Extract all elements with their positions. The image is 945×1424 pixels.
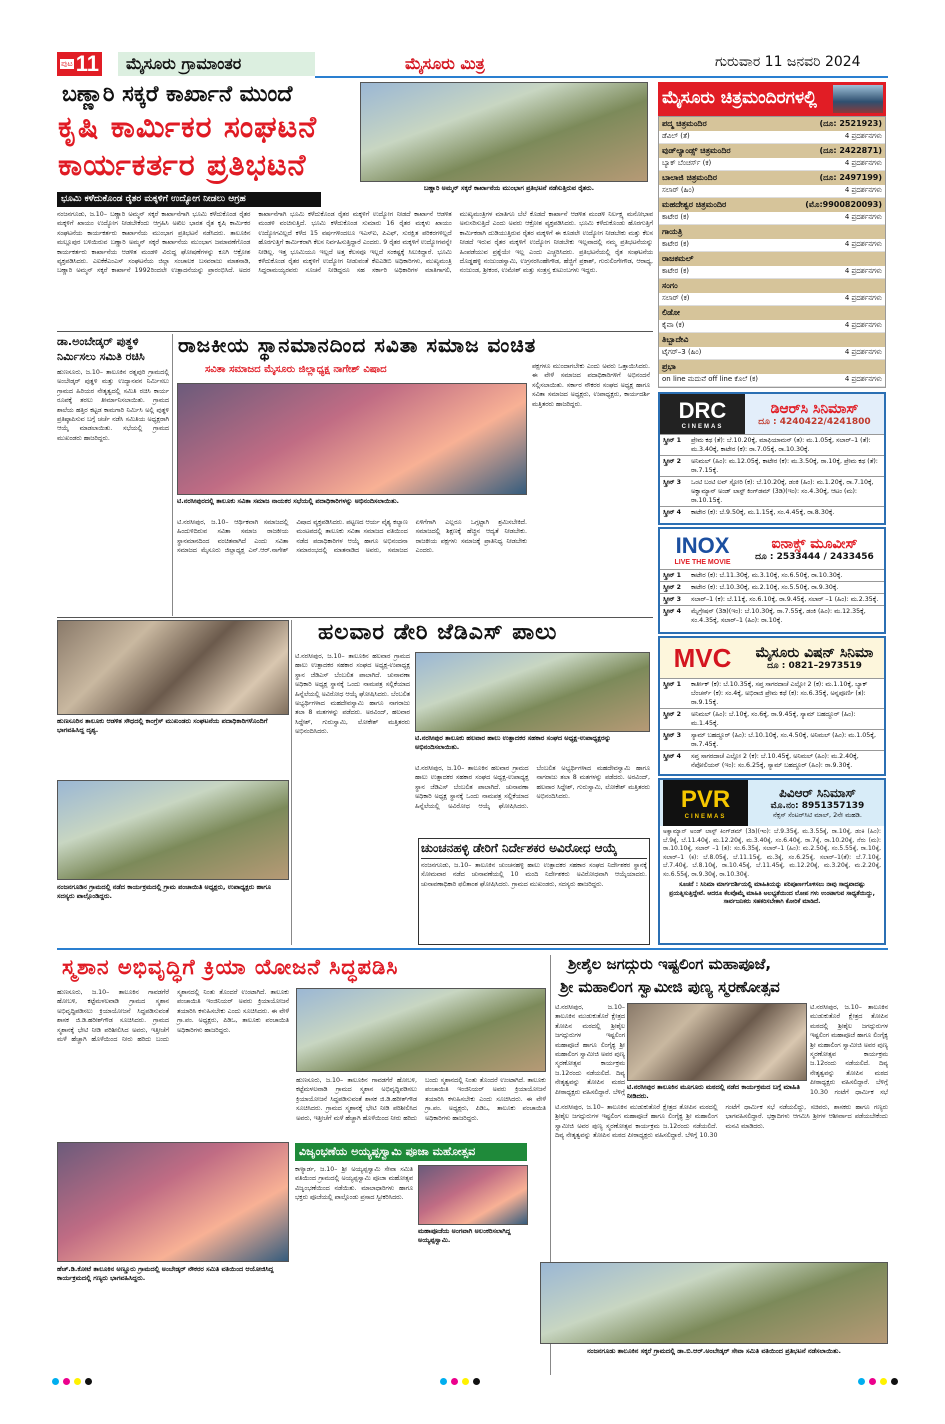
cinema-show-row xyxy=(659,266,885,280)
cyan-dot xyxy=(440,1378,447,1385)
story5-headline: ಚುಂಚನಹಳ್ಳಿ ಡೇರಿಗೆ ನಿರ್ದೇಶಕರ ಅವಿರೋಧ ಆಯ್ಕೆ xyxy=(421,841,647,859)
story2-headline: ಡಾ.ಅಂಬೇಡ್ಕರ್ ಪುತ್ಥಳಿ ನಿರ್ಮಿಸಲು ಸಮಿತಿ ರಚಿಸಿ xyxy=(57,335,145,363)
story6-body: ಹುಣಸೂರು, ಜ.10– ತಾಲೂಕಿನ ಗಾವಡಗೆರೆ ಹೋಬಳಿ, ಕಟ್ಟೆಮಳಲವಾಡಿ ಗ್ರಾಮದ ಸ್ಮಶಾನ ಅಭಿವೃದ್ಧಿಪಡಿಸಲು ಕ್ರಿಯಾಯೋಜನೆ ಸಿದ್ಧಪಡಿಸುವಂತೆ ಶಾಸಕ ಜಿ.ಡಿ.ಹರೀಶ್‌ಗೌಡ ಸೂಚಿಸಿದರು. ಗ್ರಾಮದ ಸ್ಮಶಾನಕ್ಕೆ ಭೇಟಿ ನೀಡಿ ಪರಿಶೀಲಿಸಿದ ಅವರು, ಇತ್ತೀಚೆಗೆ ಮಳೆ ಹೆಚ್ಚಾಗಿ ಹೊಳೆಯಿಂದ ನೀರು ಹರಿದು ಬಂದು ಸ್ಮಶಾನದಲ್ಲಿ ನಿಂತು ತೊಂದರೆ ಉಂಟಾಗಿದೆ. ತಾಲೂಕು ಪಂಚಾಯಿತಿ ಇಂಜಿನಿಯರ್ ಅವರು ಕ್ರಿಯಾಯೋಜನೆ ತಯಾರಿಸಿ ಕಳುಹಿಸಬೇಕು ಎಂದು ಸೂಚಿಸಿದರು. ಈ ವೇಳೆ ಗ್ರಾ.ಪಂ. ಅಧ್ಯಕ್ಷರು, ಪಿಡಿಒ, ತಾಲೂಕು ಪಂಚಾಯಿತಿ ಅಧಿಕಾರಿಗಳು ಹಾಜರಿದ್ದರು. xyxy=(57,989,289,1044)
cinema-name: ಲಿಡೋ xyxy=(662,307,680,317)
cinema-name: ಬಾಲಾಜಿ ಚಿತ್ರಮಂದಿರ xyxy=(662,172,717,182)
cinema-shows: 4 ಪ್ರದರ್ಶನಗಳು xyxy=(844,186,882,195)
story5-box xyxy=(418,838,650,945)
screen-label: ಸ್ಕ್ರೀನ್ 2 xyxy=(663,584,682,591)
cinema-movie: ಕಾಟೇರ (ಕ) xyxy=(662,267,690,276)
story4-body: ಟಿ.ನರಸೀಪುರ, ಜ.10– ತಾಲೂಕಿನ ಹಲವಾರ ಗ್ರಾಮದ ಹಾಲು ಉತ್ಪಾದಕರ ಸಹಕಾರ ಸಂಘದ ಅಧ್ಯಕ್ಷ-ಉಪಾಧ್ಯಕ್ಷ ಸ್ಥಾನ ಜೆಡಿಎಸ್ ಬೆಂಬಲಿತ ಪಾಲಾಗಿದೆ. ಚುನಾವಣಾ ಅಧಿಕಾರಿ ಅಧ್ಯಕ್ಷ ಸ್ಥಾನಕ್ಕೆ ಒಂದು ನಾಮಪತ್ರ ಸಲ್ಲಿಕೆಯಾದ ಹಿನ್ನೆಲೆಯಲ್ಲಿ ಅವಿರೋಧ ಆಯ್ಕೆ ಘೋಷಿಸಿದರು. ಬೆಂಬಲಿತ ಅಭ್ಯರ್ಥಿಗಳಾದ ಮಹದೇವಸ್ವಾಮಿ ಹಾಗೂ ನಾಗರಾಜು ತಲಾ 8 ಮತಗಳನ್ನು ಪಡೆದರು. ಅರವಿಂದ್, ಹಲವಾರ ಸಿದ್ದೇಶ್, ಗುರುಸ್ವಾಮಿ, ಲೋಕೇಶ್ ಮತ್ತಿತರರು ಅಭಿನಂದಿಸಿದರು. xyxy=(295,653,410,736)
screen-label: ಸ್ಕ್ರೀನ್ 4 xyxy=(663,753,682,760)
story4-headline: ಹಲವಾರ ಡೇರಿ ಜೆಡಿಎಸ್ ಪಾಲು xyxy=(318,620,558,645)
pvr-name: ಪಿವಿಆರ್ ಸಿನಿಮಾಸ್ xyxy=(779,786,856,800)
screen-showtimes: ಮೈಗ್ರೇಷನ್ (3ಡಿ)(ಇಂ): ಬೆ.10.30ಕ್ಕೆ, ರಾ.7.55ಕ್ಕೆ, ಡಂಕಿ (ಹಿಂ): ಮ.12.35ಕ್ಕೆ, ಸಂ.4.35ಕ್ಕೆ, ಸಲಾರ್–1 (ಹಿಂ): ರಾ.10ಕ್ಕೆ. xyxy=(691,608,866,624)
cinema-name-row xyxy=(659,117,885,131)
drc-name: ಡಿಆರ್‌ಸಿ ಸಿನಿಮಾಸ್ xyxy=(770,401,859,417)
cinema-name-row xyxy=(659,279,885,293)
cinema-name-row xyxy=(659,144,885,158)
story7-headline: ವಿಜೃಂಭಣೆಯ ಅಯ್ಯಪ್ಪಸ್ವಾಮಿ ಪೂಜಾ ಮಹೋತ್ಸವ xyxy=(295,1143,527,1161)
story3-subhead: ಸವಿತಾ ಸಮಾಜದ ಮೈಸೂರು ಜಿಲ್ಲಾಧ್ಯಕ್ಷ ನಾಗೇಶ್ ವಿಷಾದ xyxy=(205,364,387,375)
screen-showtimes: ಕಾಟೇರ (ಕ): ಬೆ.10.30ಕ್ಕೆ, ಮ.2.10ಕ್ಕೆ, ಸಂ.5.50ಕ್ಕೆ, ರಾ.9.30ಕ್ಕೆ. xyxy=(691,584,839,591)
story6-headline: ಸ್ಮಶಾನ ಅಭಿವೃದ್ಧಿಗೆ ಕ್ರಿಯಾ ಯೋಜನೆ ಸಿದ್ಧಪಡಿಸಿ xyxy=(62,955,399,979)
screen-row xyxy=(660,476,884,506)
cinema-phone: (ದೂ: 2422871) xyxy=(819,145,882,155)
screen-row xyxy=(660,678,884,708)
mvc-logo: MVC xyxy=(673,642,732,673)
story8-body-side: ಟಿ.ನರಸೀಪುರ, ಜ.10– ತಾಲೂಕಿನ ಮುಡುಕುತೊರೆ ಕ್ಷೇತ್ರದ ತೋಪಿನ ಮಠದಲ್ಲಿ ಶ್ರೀಶೈಲ ಜಗದ್ಗುರುಗಳ ಇಷ್ಟಲಿಂಗ ಮಹಾಪೂಜೆ ಹಾಗೂ ಲಿಂಗೈಕ್ಯ ಶ್ರೀ ಮಹಾಲಿಂಗ ಸ್ವಾಮೀಜಿ ಅವರ ಪುಣ್ಯ ಸ್ಮರಣೋತ್ಸವ ಕಾರ್ಯಕ್ರಮ ಜ.12ರಂದು ನಡೆಯಲಿದೆ. ದಿವ್ಯ ನೇತೃತ್ವವನ್ನು ತೋಪಿನ ಮಠದ ಪೀಠಾಧ್ಯಕ್ಷರು ವಹಿಸಲಿದ್ದಾರೆ. ಬೆಳಿಗ್ಗೆ 10.30 ಗಂಟೆಗೆ ಧಾರ್ಮಿಕ ಸಭೆ xyxy=(810,1004,888,1096)
story3-headline: ರಾಜಕೀಯ ಸ್ಥಾನಮಾನದಿಂದ ಸವಿತಾ ಸಮಾಜ ವಂಚಿತ xyxy=(178,333,537,357)
drc-cinemas-ad xyxy=(658,392,886,525)
cinema-show-row xyxy=(659,320,885,334)
drc-phone: ದೂ : 4240422/4241800 xyxy=(758,417,871,427)
cinema-phone: (ದೂ: 2497199) xyxy=(819,172,882,182)
screen-showtimes: ಕಾಟೇರ (ಕ): ಬೆ.9.50ಕ್ಕೆ, ಮ.1.15ಕ್ಕೆ, ಸಂ.4.45ಕ್ಕೆ, ರಾ.8.30ಕ್ಕೆ. xyxy=(691,509,835,516)
cinema-phone: (ದೂ: 2521923) xyxy=(819,118,882,128)
pvr-logo-sub: CINEMAS xyxy=(684,814,727,820)
cinema-show-row xyxy=(659,293,885,307)
cinema-shows: 4 ಪ್ರದರ್ಶನಗಳು xyxy=(844,213,882,222)
cinema-show-row xyxy=(659,212,885,226)
story7-photo xyxy=(418,1165,528,1225)
pvr-schedule: ಅಕ್ವಾಮ್ಯಾನ್ ಅಂಡ್ ಲಾಸ್ಟ್ ಕಿಂಗ್‌ಡಮ್ (3ಡಿ)(ಇಂ): ಬೆ.9.35ಕ್ಕೆ, ಮ.3.55ಕ್ಕೆ, ರಾ.10ಕ್ಕೆ, ಡಂಕಿ (ಹಿಂ): ಬೆ.9ಕ್ಕೆ, ಬೆ.11.40ಕ್ಕೆ, ಮ.12.20ಕ್ಕೆ, ಮ.3.40ಕ್ಕೆ, ಸಂ.6.40ಕ್ಕೆ, ರಾ.7ಕ್ಕೆ, ರಾ.10.20ಕ್ಕೆ, ನೆರು (ಮ): ರಾ.10.10ಕ್ಕೆ, ಸಲಾರ್ –1 (ತ): ಸಂ.6.35ಕ್ಕೆ, ಸಲಾರ್–1 (ಹಿಂ): ಮ.2.50ಕ್ಕೆ, ಸಂ.5.55ಕ್ಕೆ, ರಾ.10ಕ್ಕೆ, ಸಲಾರ್–1 (ಕ): ಬೆ.8.05ಕ್ಕೆ, ಬೆ.11.15ಕ್ಕೆ, ಮ.3ಕ್ಕೆ, ಸಂ.6.25ಕ್ಕೆ, ಸಲಾರ್–1(ತೆ): ಬೆ.7.10ಕ್ಕೆ, ಬೆ.7.40ಕ್ಕೆ, ಬೆ.8.10ಕ್ಕೆ, ರಾ.10.45ಕ್ಕೆ, ಬೆ.11.45ಕ್ಕೆ, ಮ.12.20ಕ್ಕೆ, ಮ.3.20ಕ್ಕೆ, ಮ.2.20ಕ್ಕೆ, ಸಂ.6.55ಕ್ಕೆ, ರಾ.9.30ಕ್ಕೆ, ರಾ.10.30ಕ್ಕೆ. xyxy=(663,828,881,878)
cinema-name: ಪ್ರಭಾ xyxy=(662,361,676,371)
screen-label: ಸ್ಕ್ರೀನ್ 3 xyxy=(663,479,682,486)
screen-row xyxy=(660,569,884,581)
magenta-dot xyxy=(451,1378,458,1385)
screen-label: ಸ್ಕ್ರೀನ್ 3 xyxy=(663,732,682,739)
screen-showtimes: ಸಪ್ತ ಸಾಗರದಾಚೆ ಎಲ್ಲೋ 2 (ಕ): ಬೆ.10.45ಕ್ಕೆ, ಅನಿಮಲ್ (ಹಿಂ): ಮ.2.40ಕ್ಕೆ, ನೆಪೋಲಿಯನ್ (ಇಂ): ಸಂ.6.25ಕ್ಕೆ, ಸ್ಯಾಮ್ ಬಹದ್ದೂರ್ (ಹಿಂ): ರಾ.9.30ಕ್ಕೆ. xyxy=(691,753,859,769)
protest-photo-caption: ನಂಜನಗೂಡು ತಾಲೂಕಿನ ಸಕ್ಕರೆ ಗ್ರಾಮದಲ್ಲಿ ಡಾ.ಬಿ.ಆರ್.ಅಂಬೇಡ್ಕರ್ ಸೇವಾ ಸಮಿತಿ ವತಿಯಿಂದ ಪ್ರತಿಭಟನೆ ನಡೆಸಲಾಯಿತು. xyxy=(587,1347,841,1355)
inox-ad xyxy=(658,527,886,634)
photo-b-caption: ನಂಜನಗೂಡಿನ ಗ್ರಾಮದಲ್ಲಿ ನಡೆದ ಕಾರ್ಯಕ್ರಮದಲ್ಲಿ ಗ್ರಾಮ ಪಂಚಾಯಿತಿ ಅಧ್ಯಕ್ಷರು, ಉಪಾಧ್ಯಕ್ಷರು ಹಾಗೂ ಸದಸ್ಯರು ಪಾಲ್ಗೊಂಡಿದ್ದರು. xyxy=(57,883,272,900)
pvr-address: ನೆಕ್ಸಸ್ ಸೆಂಟರ್‌ಸಿಟಿ ಮಾಲ್, 2ನೇ ಮಹಡಿ. xyxy=(773,811,862,819)
screen-label: ಸ್ಕ್ರೀನ್ 1 xyxy=(663,572,682,579)
story1-photo xyxy=(360,82,648,182)
story7-photo-caption: ಮಹಾಪೂಜೆಯ ಅಂಗವಾಗಿ ಅಲಂಕರಿಸಲಾಗಿದ್ದ ಅಯ್ಯಪ್ಪಸ್ವಾಮಿ. xyxy=(418,1227,511,1244)
inox-name: ಐನಾಕ್ಸ್ ಮೂವೀಸ್ xyxy=(771,536,858,552)
cinema-name: ರಾಜಕಮಲ್ xyxy=(662,253,694,263)
screen-row xyxy=(660,506,884,518)
cinema-name-row xyxy=(659,171,885,185)
theatre-seats-image xyxy=(833,85,883,113)
story1-body: ನಂಜನಗೂಡು, ಜ.10– ಬಣ್ಣಾರಿ ಅಮ್ಮನ್ ಸಕ್ಕರೆ ಕಾರ್ಖಾನೆಗಾಗಿ ಭೂಮಿ ಕಳೆದುಕೊಂಡ ರೈತರ ಮಕ್ಕಳಿಗೆ ಖಾಯಂ ಉದ್ಯೋಗ ನೀಡಬೇಕೆಂದು ಆಗ್ರಹಿಸಿ ಅಖಿಲ ಭಾರತ ರೈತ ಕೃಷಿ ಕಾರ್ಮಿಕರ ಸಂಘಟನೆಯ ಕಾರ್ಯಕರ್ತರು ಕಾರ್ಖಾನೆಯ ಮುಂಭಾಗ ಪ್ರತಿಭಟನೆ ನಡೆಸಿದರು. ತಾಲೂಕಿನ ಮಲ್ಲೂಪುರ ಬಳಿಯಿರುವ ಬಣ್ಣಾರಿ ಅಮ್ಮನ್ ಸಕ್ಕರೆ ಕಾರ್ಖಾನೆಯ ಮುಂಭಾಗ ಜಮಾವಣೆಗೊಂಡ ಕಾರ್ಯಕರ್ತರು ಕಾರ್ಖಾನೆಯ ಆಡಳಿತ ಮಂಡಳಿ ವಿರುದ್ಧ ಘೋಷಣೆಗಳನ್ನು ಕೂಗಿ ಆಕ್ರೋಶ ವ್ಯಕ್ತಪಡಿಸಿದರು. ಎಐಕೆಕೆಎಂಎಸ್ ಸಂಘಟನೆಯ ಜಿಲ್ಲಾ ಸಂಚಾಲಕ ಬಸವರಾಜು ಮಾತನಾಡಿ, ಬಣ್ಣಾರಿ ಅಮ್ಮನ್ ಸಕ್ಕರೆ ಕಾರ್ಖಾನೆ 1992ರಿಂದಲೇ ಉತ್ಪಾದನೆಯನ್ನು ಪ್ರಾರಂಭಿಸಿದೆ. ಅದರ ಕಾರ್ಖಾನೆಗಾಗಿ ಭೂಮಿ ಕಳೆದುಕೊಂಡ ರೈತರ ಮಕ್ಕಳಿಗೆ ಉದ್ಯೋಗ ನೀಡದೆ ಕಾರ್ಖಾನೆ ಆಡಳಿತ ಮಂಡಳಿ ವಂಚಿಸುತ್ತಿದೆ. ಭೂಮಿ ಕಳೆದುಕೊಂಡ ಸುಮಾರು 16 ರೈತರ ಮಕ್ಕಳು ಖಾಯಂ ಉದ್ಯೋಗವಿಲ್ಲದೆ ಕಳೆದ 15 ವರ್ಷಗಳಿಂದಲೂ ಇಎಸ್‌ಐ, ಪಿಎಫ್, ಸುರಕ್ಷಿತ ಪರಿಕರಗಳಿಲ್ಲದೆ ಹೊರಗುತ್ತಿಗೆ ಕಾರ್ಮಿಕರಾಗಿ ಕೆಲಸ ನಿರ್ವಹಿಸುತ್ತಿದ್ದಾರೆ ಎಂದರು. 9 ರೈತರ ಮಕ್ಕಳಿಗೆ ಉದ್ಯೋಗವನ್ನೇ ನೀಡಿಲ್ಲ. ಇತ್ತ ಭೂಮಿಯೂ ಇಲ್ಲದೆ ಅತ್ತ ಕೆಲಸವೂ ಇಲ್ಲದೆ ಸಂಕಷ್ಟಕ್ಕೆ ಸಿಲುಕಿದ್ದಾರೆ. ಭೂಮಿ ಕಳೆದುಕೊಂಡ ರೈತರ ಮಕ್ಕಳಿಗೆ ಉದ್ಯೋಗ ನೀಡುವಂತೆ ಕೆಐಎಡಿಬಿ ಅಧಿಕಾರಿಗಳು, ಮುಖ್ಯಮಂತ್ರಿ ಸಿದ್ದರಾಮಯ್ಯರವರು ಸೂಚನೆ ನೀಡಿದ್ದರೂ ಸಹ ಸರ್ಕಾರಿ ಅಧಿಕಾರಿಗಳ ಮಾತಿಗಾಗಲಿ, ಮುಖ್ಯಮಂತ್ರಿಗಳ ಮಾತಿಗೂ ಬೆಲೆ ಕೊಡದೆ ಕಾರ್ಖಾನೆ ಆಡಳಿತ ಮಂಡಳಿ ನಿರ್ಲಕ್ಷ್ಯ ಮನೋಭಾವ ಅನುಸರಿಸುತ್ತಿದೆ ಎಂದು ಅವರು ಆಕ್ರೋಶ ವ್ಯಕ್ತಪಡಿಸಿದರು. ಭೂಮಿ ಕಳೆದುಕೊಂಡು ಹೊರಗುತ್ತಿಗೆ ಕಾರ್ಮಿಕರಾಗಿ ದುಡಿಯುತ್ತಿರುವ ರೈತರ ಮಕ್ಕಳಿಗೆ ಈ ಕೂಡಲೇ ಉದ್ಯೋಗ ನೀಡಬೇಕು ಮತ್ತು ಕೆಲಸ ನೀಡದೆ ಇರುವ ರೈತರ ಮಕ್ಕಳಿಗೆ ಉದ್ಯೋಗ ನೀಡಬೇಕು ಇಲ್ಲವಾದಲ್ಲಿ ನಮ್ಮ ಪ್ರತಿಭಟನೆಯನ್ನು ಹಿಂಪಡೆಯುವ ಪ್ರಶ್ನೆಯೇ ಇಲ್ಲ ಎಂದು ಎಚ್ಚರಿಸಿದರು. ಪ್ರತಿಭಟನೆಯಲ್ಲಿ ರೈತ ಸಂಘಟನೆಯ ದೊಡ್ಡಹಳ್ಳಿ ನಂಜುಂಡಸ್ವಾಮಿ, ಉಗ್ರನರಸಿಂಹೇಗೌಡ, ಹೆಜ್ಜಿಗೆ ಪ್ರಕಾಶ್, ಗುರುಲಿಂಗೇಗೌಡ, ಆರಾಧ್ಯ, ನಂಜುಂಡ, ಶ್ರೀಕಂಠ, ಉಮೇಶ್ ಮತ್ತು ಸಂತ್ರಸ್ತ ಕುಟುಂಬಗಳು ಇದ್ದರು. xyxy=(57,211,653,275)
pvr-phone: ಮೊ.ನಂ: 8951357139 xyxy=(770,801,865,811)
section-title: ಮೈಸೂರು ಗ್ರಾಮಾಂತರ xyxy=(118,52,315,76)
story3-side-text: ಪಕ್ಷಗಳೂ ಮುಂದಾಗಬೇಕು ಎಂದು ಅವರು ಒತ್ತಾಯಿಸಿದರು. ಈ ವೇಳೆ ಸಮಾಜದ ಪದಾಧಿಕಾರಿಗಳಿಗೆ ಅಭಿನಂದನೆ ಸಲ್ಲಿಸಲಾಯಿತು. ಸರ್ಕಾರ ನೌಕರರ ಸಂಘದ ಅಧ್ಯಕ್ಷ ಹಾಗೂ ಸವಿತಾ ಸಮಾಜದ ಅಧ್ಯಕ್ಷರು, ಉಪಾಧ್ಯಕ್ಷರು, ಕಾರ್ಯದರ್ಶಿ ಮತ್ತಿತರರು ಹಾಜರಿದ್ದರು. xyxy=(532,363,650,408)
cinema-phone: (ಮೊ:9900820093) xyxy=(805,199,882,209)
screen-label: ಸ್ಕ್ರೀನ್ 2 xyxy=(663,711,682,718)
cinema-movie: ಟೈಗರ್–3 (ಹಿಂ) xyxy=(662,348,702,357)
page-label: ಪುಟ xyxy=(61,59,73,68)
yellow-dot xyxy=(462,1378,469,1385)
cinema-shows: 4 ಪ್ರದರ್ಶನಗಳು xyxy=(844,375,882,384)
cinema-guide-title xyxy=(658,82,886,116)
screen-label: ಸ್ಕ್ರೀನ್ 1 xyxy=(663,681,682,688)
cinema-list xyxy=(658,116,886,388)
cinema-guide-heading: ಮೈಸೂರು ಚಿತ್ರಮಂದಿರಗಳಲ್ಲಿ xyxy=(662,88,817,108)
cinema-movie: ಸಲಾರ್ (ಕ) xyxy=(662,294,690,303)
registration-marks-left xyxy=(52,1378,92,1385)
story8-body-continued: ಟಿ.ನರಸೀಪುರ, ಜ.10– ತಾಲೂಕಿನ ಮುಡುಕುತೊರೆ ಕ್ಷೇತ್ರದ ತೋಪಿನ ಮಠದಲ್ಲಿ ಶ್ರೀಶೈಲ ಜಗದ್ಗುರುಗಳ ಇಷ್ಟಲಿಂಗ ಮಹಾಪೂಜೆ ಹಾಗೂ ಲಿಂಗೈಕ್ಯ ಶ್ರೀ ಮಹಾಲಿಂಗ ಸ್ವಾಮೀಜಿ ಅವರ ಪುಣ್ಯ ಸ್ಮರಣೋತ್ಸವ ಕಾರ್ಯಕ್ರಮ ಜ.12ರಂದು ನಡೆಯಲಿದೆ. ದಿವ್ಯ ನೇತೃತ್ವವನ್ನು ತೋಪಿನ ಮಠದ ಪೀಠಾಧ್ಯಕ್ಷರು ವಹಿಸಲಿದ್ದಾರೆ. ಬೆಳಿಗ್ಗೆ 10.30 ಗಂಟೆಗೆ ಧಾರ್ಮಿಕ ಸಭೆ ನಡೆಯಲಿದ್ದು, ಸಚಿವರು, ಶಾಸಕರು ಹಾಗೂ ಗಣ್ಯರು ಭಾಗವಹಿಸಲಿದ್ದಾರೆ. ಭಕ್ತಾದಿಗಳು ಆಗಮಿಸಿ ಶ್ರೀಗಳ ಆಶೀರ್ವಾದ ಪಡೆಯಬೇಕೆಂದು ಮನವಿ ಮಾಡಿದರು. xyxy=(555,1104,888,1140)
cinema-name: ಸಂಗಂ xyxy=(662,280,678,290)
cinema-shows: 4 ಪ್ರದರ್ಶನಗಳು xyxy=(844,159,882,168)
screen-row xyxy=(660,455,884,476)
cinema-name: ತಿಬ್ಬಾದೇವಿ xyxy=(662,334,689,344)
story7-body: ಕಾಳ್ಯಾರ್ಡ, ಜ.10– ಶ್ರೀ ಅಯ್ಯಪ್ಪಸ್ವಾಮಿ ಸೇವಾ ಸಮಿತಿ ವತಿಯಿಂದ ಗ್ರಾಮದಲ್ಲಿ ಅಯ್ಯಪ್ಪಸ್ವಾಮಿ ಪೂಜಾ ಮಹೋತ್ಸವ ವಿಜೃಂಭಣೆಯಿಂದ ನಡೆಯಿತು. ಮಾಲಾಧಾರಿಗಳು ಹಾಗೂ ಭಕ್ತರು ಪೂಜೆಯಲ್ಲಿ ಪಾಲ್ಗೊಂಡು ಪ್ರಸಾದ ಸ್ವೀಕರಿಸಿದರು. xyxy=(295,1166,413,1202)
cinema-name: ಮಹದೇಶ್ವರ ಚಿತ್ರಮಂದಿರ xyxy=(662,199,727,209)
cinema-name-row xyxy=(659,252,885,266)
cinema-movie: ಕಾಟೇರ (ಕ) xyxy=(662,240,690,249)
divider xyxy=(57,948,888,950)
story4-photo xyxy=(415,652,650,732)
column-divider xyxy=(291,620,292,945)
photo-a-caption: ಹುಣಸೂರಿನ ತಾಲೂಕು ಆಡಳಿತ ಸೌಧದಲ್ಲಿ ಕಾಂಗ್ರೆಸ್ ಮುಖಂಡರು ಸಂಘಟನೆಯ ಪದಾಧಿಕಾರಿಗಳೊಂದಿಗೆ ಭಾಗವಹಿಸಿದ್ದ ದೃಶ್ಯ. xyxy=(57,717,268,734)
screen-label: ಸ್ಕ್ರೀನ್ 4 xyxy=(663,608,682,615)
screen-row xyxy=(660,434,884,455)
photo-a xyxy=(57,620,289,715)
cinema-show-row xyxy=(659,185,885,199)
screen-row xyxy=(660,750,884,771)
cinema-show-row xyxy=(659,239,885,253)
pvr-note: ಸೂಚನೆ : ಸಿನಿಮಾ ಮಾರ್ಗದರ್ಶಿಯಲ್ಲಿ ಮಾಹಿತಿಯನ್ನು ಪರಿಪೂರ್ಣಗೊಳಿಸಲು ನಾವು ಸಾಧ್ಯವಾದಷ್ಟು ಪ್ರಯತ್ನಿಸುತ್ತಿದ್ದೇವೆ. ಆದರೂ ಕೆಲವೊಮ್ಮೆ ಮಾಹಿತಿ ಅಲಭ್ಯತೆಯಿಂದ ಲೋಪ ಗಳು ಉಂಟಾಗುವ ಸಾಧ್ಯತೆಯಿದ್ದು, ಸಾರ್ವಜನಿಕರು ಸಹಕರಿಸಬೇಕಾಗಿ ಕೋರಿಕೆ ಮಾಡಿದೆ. xyxy=(669,881,875,905)
paper-logo: ಮೈಸೂರು ಮಿತ್ರ xyxy=(405,54,485,73)
inox-logo xyxy=(660,529,745,569)
screen-row xyxy=(660,708,884,729)
screen-showtimes: ಸಲಾರ್–1 (ಕ): ಬೆ.11ಕ್ಕೆ, ಸಂ.6.10ಕ್ಕೆ, ರಾ.9.45ಕ್ಕೆ, ಸಲಾರ್ –1 (ಹಿಂ): ಮ.2.35ಕ್ಕೆ. xyxy=(691,596,879,603)
yellow-dot xyxy=(74,1378,81,1385)
story8-photo xyxy=(627,1003,807,1081)
cinema-name-row xyxy=(659,360,885,374)
photo-b xyxy=(57,780,289,880)
cinema-name: ಪದ್ಮ ಚಿತ್ರಮಂದಿರ xyxy=(662,118,707,128)
screen-showtimes: ಸ್ಯಾಮ್ ಬಹದ್ದೂರ್ (ಹಿಂ): ಬೆ.10.10ಕ್ಕೆ, ಸಂ.4.50ಕ್ಕೆ, ಅನಿಮಲ್ (ಹಿಂ): ಮ.1.05ಕ್ಕೆ, ರಾ.7.45ಕ್ಕೆ. xyxy=(691,732,876,748)
cinema-movie: ಕಾಟೇರ (ಕ) xyxy=(662,213,690,222)
black-dot xyxy=(85,1378,92,1385)
mvc-screens xyxy=(660,678,884,771)
page-number-tag xyxy=(57,52,102,76)
mvc-ad xyxy=(658,636,886,776)
registration-marks-right xyxy=(858,1378,898,1385)
cinema-shows: 4 ಪ್ರದರ್ಶನಗಳು xyxy=(844,240,882,249)
cinema-shows: 4 ಪ್ರದರ್ಶನಗಳು xyxy=(844,348,882,357)
cinema-movie: ಕೈವಾ (ಕ) xyxy=(662,321,685,330)
screen-label: ಸ್ಕ್ರೀನ್ 3 xyxy=(663,596,682,603)
drc-logo xyxy=(660,394,745,434)
cinema-show-row xyxy=(659,347,885,361)
cinema-show-row xyxy=(659,158,885,172)
cinema-shows: 4 ಪ್ರದರ್ಶನಗಳು xyxy=(844,294,882,303)
story1-headline-2: ಕಾರ್ಯಕರ್ತರ ಪ್ರತಿಭಟನೆ xyxy=(58,148,307,183)
story1-subhead: ಭೂಮಿ ಕಳೆದುಕೊಂಡ ರೈತರ ಮಕ್ಕಳಿಗೆ ಉದ್ಯೋಗ ನೀಡಲು ಆಗ್ರಹ xyxy=(57,192,321,207)
screen-showtimes: ಪ್ರೇಮ ಕಥ (ತೆ): ಬೆ.10.20ಕ್ಕೆ, ಮಾಫಿಯಾಮನ್ (ತ): ಮ.1.05ಕ್ಕೆ, ಸಲಾರ್–1 (ತೆ): ಮ.3.40ಕ್ಕೆ, ಕಾಟೇರ (ಕ): ರಾ.7.05ಕ್ಕೆ, ರಾ.10.30ಕ್ಕೆ. xyxy=(691,437,871,453)
screen-row xyxy=(660,605,884,626)
story1-headline-1: ಕೃಷಿ ಕಾರ್ಮಿಕರ ಸಂಘಟನೆ xyxy=(58,110,318,145)
screen-showtimes: ಅನಿಮಲ್ (ಹಿಂ): ಮ.12.05ಕ್ಕೆ, ಕಾಟೇರ (ಕ): ಮ.3.50ಕ್ಕೆ, ರಾ.10ಕ್ಕೆ, ಪ್ರೇಮ ಕಥ (ತೆ): ರಾ.7.15ಕ್ಕೆ. xyxy=(691,458,878,474)
yellow-dot xyxy=(880,1378,887,1385)
screen-row xyxy=(660,729,884,750)
screen-showtimes: ಕಾರ್ತೀಕ್ (ಕ): ಬೆ.10.35ಕ್ಕೆ, ಸಪ್ತ ಸಾಗರದಾಚೆ ಎಲ್ಲೋ 2 (ಕ): ಮ.1.10ಕ್ಕೆ, ಬ್ಯಾಕ್ ಬೆಂಚರ್ಸ್ (ಕ): ಸಂ.4ಕ್ಕೆ, ಅಭಿರಾಜಿ ಪ್ರೇಮ ಕಥೆ (ಕ): ಸಂ.6.35ಕ್ಕೆ, ಅನ್ನಪೂರ್ಣಿ (ತ): ರಾ.9.15ಕ್ಕೆ. xyxy=(691,681,868,706)
story8-body: ಟಿ.ನರಸೀಪುರ, ಜ.10– ತಾಲೂಕಿನ ಮುಡುಕುತೊರೆ ಕ್ಷೇತ್ರದ ತೋಪಿನ ಮಠದಲ್ಲಿ ಶ್ರೀಶೈಲ ಜಗದ್ಗುರುಗಳ ಇಷ್ಟಲಿಂಗ ಮಹಾಪೂಜೆ ಹಾಗೂ ಲಿಂಗೈಕ್ಯ ಶ್ರೀ ಮಹಾಲಿಂಗ ಸ್ವಾಮೀಜಿ ಅವರ ಪುಣ್ಯ ಸ್ಮರಣೋತ್ಸವ ಕಾರ್ಯಕ್ರಮ ಜ.12ರಂದು ನಡೆಯಲಿದೆ. ದಿವ್ಯ ನೇತೃತ್ವವನ್ನು ತೋಪಿನ ಮಠದ ಪೀಠಾಧ್ಯಕ್ಷರು ವಹಿಸಲಿದ್ದಾರೆ. ಬೆಳಿಗ್ಗೆ xyxy=(555,1004,625,1096)
cinema-movie: ಡೆವಿಲ್ (ತೆ) xyxy=(662,132,690,141)
screen-showtimes: ಅನಿಮಲ್ (ಹಿಂ): ಬೆ.10ಕ್ಕೆ, ಸಂ.6ಕ್ಕೆ, ರಾ.9.45ಕ್ಕೆ, ಸ್ಯಾಮ್ ಬಹದ್ದೂರ್ (ಹಿಂ): ಮ.1.45ಕ್ಕೆ. xyxy=(691,711,856,727)
cyan-dot xyxy=(52,1378,59,1385)
inox-screens xyxy=(660,569,884,626)
story4-photo-caption: ಟಿ.ನರಸೀಪುರ ತಾಲೂಕು ಹಲವಾರ ಹಾಲು ಉತ್ಪಾದಕರ ಸಹಕಾರ ಸಂಘದ ಅಧ್ಯಕ್ಷ-ಉಪಾಧ್ಯಕ್ಷರನ್ನು ಅಭಿನಂದಿಸಲಾಯಿತು. xyxy=(415,734,611,751)
cinema-name-row xyxy=(659,333,885,347)
screen-label: ಸ್ಕ್ರೀನ್ 4 xyxy=(663,509,682,516)
story8-headline-2: ಶ್ರೀ ಮಹಾಲಿಂಗ ಸ್ವಾಮೀಜಿ ಪುಣ್ಯ ಸ್ಮರಣೋತ್ಸವ xyxy=(560,978,780,996)
pvr-ad xyxy=(658,778,886,945)
cinema-name: ವುಡ್‌ಲ್ಯಾಂಡ್ಸ್ ಚಿತ್ರಮಂದಿರ xyxy=(662,145,731,155)
cinema-shows: 4 ಪ್ರದರ್ಶನಗಳು xyxy=(844,321,882,330)
story3-photo xyxy=(177,383,527,495)
cinema-name: ಗಾಯತ್ರಿ xyxy=(662,226,683,236)
mvc-name: ಮೈಸೂರು ವಿಷನ್ ಸಿನಿಮಾ xyxy=(755,645,874,661)
cinema-name-row xyxy=(659,198,885,212)
screen-label: ಸ್ಕ್ರೀನ್ 2 xyxy=(663,458,682,465)
screen-showtimes: ಕಾಟೇರ (ಕ): ಬೆ.11.30ಕ್ಕೆ, ಮ.3.10ಕ್ಕೆ, ಸಂ.6.50ಕ್ಕೆ, ರಾ.10.30ಕ್ಕೆ. xyxy=(691,572,843,579)
story8-headline-1: ಶ್ರೀಶೈಲ ಜಗದ್ಗುರು ಇಷ್ಟಲಿಂಗ ಮಹಾಪೂಜೆ, xyxy=(568,955,772,973)
cinema-name-row xyxy=(659,225,885,239)
divider xyxy=(57,617,653,618)
cinema-shows: 4 ಪ್ರದರ್ಶನಗಳು xyxy=(844,267,882,276)
story5-body: ನಂಜನಗೂಡು, ಜ.10– ತಾಲೂಕಿನ ಚುಂಚನಹಳ್ಳಿ ಹಾಲು ಉತ್ಪಾದಕರ ಸಹಕಾರ ಸಂಘದ ನಿರ್ದೇಶಕರ ಸ್ಥಾನಕ್ಕೆ ಸೋಮವಾರ ನಡೆದ ಚುನಾವಣೆಯಲ್ಲಿ 10 ಮಂದಿ ನಿರ್ದೇಶಕರು ಅವಿರೋಧವಾಗಿ ಆಯ್ಕೆಯಾದರು. ಚುನಾವಣಾಧಿಕಾರಿ ಫಲಿತಾಂಶ ಘೋಷಿಸಿದರು. ಗ್ರಾಮದ ಮುಖಂಡರು, ಸದಸ್ಯರು ಹಾಜರಿದ್ದರು. xyxy=(421,862,647,888)
protest-photo xyxy=(540,1262,888,1344)
header-rule xyxy=(315,76,888,78)
pvr-logo xyxy=(663,780,748,826)
cinema-name-row xyxy=(659,306,885,320)
story8-photo-caption: ಟಿ.ನರಸೀಪುರ ತಾಲೂಕಿನ ಮೂಗೂರು ಮಠದಲ್ಲಿ ನಡೆದ ಕಾರ್ಯಕ್ರಮದ ಬಗ್ಗೆ ಮಾಹಿತಿ ನೀಡಿದರು. xyxy=(627,1083,800,1100)
screen-showtimes: ಒಂಟಿ ಬಂಟಿ ಲವ್ ಸ್ಟೋರಿ (ಕ): ಬೆ.10.20ಕ್ಕೆ, ಡಂಕಿ (ಹಿಂ): ಮ.1.20ಕ್ಕೆ, ರಾ.7.10ಕ್ಕೆ, ಅಕ್ವಾಮ್ಯಾನ್ ಅಂಡ್ ಲಾಸ್ಟ್ ಕಿಂಗ್‌ಡಮ್ (3ಡಿ)(ಇಂ): ಸಂ.4.30ಕ್ಕೆ, ಆಟಂ (ಮ): ರಾ.10.15ಕ್ಕೆ. xyxy=(691,479,874,504)
cinema-show-row xyxy=(659,374,885,388)
story2-body: ಹುಣಸೂರು, ಜ.10– ತಾಲೂಕಿನ ರತ್ನಪುರಿ ಗ್ರಾಮದಲ್ಲಿ ಅಂಬೇಡ್ಕರ್ ಪುತ್ಥಳಿ ಮತ್ತು ಉದ್ಯಾನವನ ನಿರ್ಮಿಸಲು ಗ್ರಾಮದ ಹಿರಿಯರ ನೇತೃತ್ವದಲ್ಲಿ ಸಮಿತಿ ರಚಿಸಿ ಕಾರ್ಯ ರೂಪಕ್ಕೆ ತರಲು ತೀರ್ಮಾನಿಸಲಾಯಿತು. ಗ್ರಾಮದ ಶಾಲೆಯ ಹತ್ತಿರ ಕಟ್ಟಡ ಕಾಮಗಾರಿ ನಿರ್ಮಿಸಿ ಅಲ್ಲಿ ಪುತ್ಥಳಿ ಪ್ರತಿಷ್ಠಾಪಿಸುವ ಬಗ್ಗೆ ಚರ್ಚೆ ನಡೆಸಿ ಸಮಿತಿಯ ಅಧ್ಯಕ್ಷರಾಗಿ ಆಯ್ಕೆ ಮಾಡಲಾಯಿತು. ಸಭೆಯಲ್ಲಿ ಗ್ರಾಮದ ಮುಖಂಡರು ಹಾಜರಿದ್ದರು. xyxy=(57,369,169,442)
story3-photo-caption: ಟಿ.ನರಸೀಪುರದಲ್ಲಿ ತಾಲೂಕು ಸವಿತಾ ಸಮಾಜ ನಾಯಕರ ಸಭೆಯಲ್ಲಿ ಪದಾಧಿಕಾರಿಗಳನ್ನು ಅಭಿನಂದಿಸಲಾಯಿತು. xyxy=(177,497,399,505)
cinema-movie: ಬ್ಯಾಕ್ ಬೆಂಚರ್ಸ್ (ಕ) xyxy=(662,159,712,168)
story1-photo-caption: ಬಣ್ಣಾರಿ ಅಮ್ಮನ್ ಸಕ್ಕರೆ ಕಾರ್ಖಾನೆಯ ಮುಂಭಾಗ ಪ್ರತಿಭಟನೆ ನಡೆಸುತ್ತಿರುವ ರೈತರು. xyxy=(423,184,595,192)
cinema-shows: 4 ಪ್ರದರ್ಶನಗಳು xyxy=(844,132,882,141)
inox-phone: ದೂ : 2533444 / 2433456 xyxy=(755,552,874,562)
registration-marks-center xyxy=(440,1378,480,1385)
cinema-show-row xyxy=(659,131,885,145)
black-dot xyxy=(473,1378,480,1385)
story6-photo-caption: ಹೆಚ್.ಡಿ.ಕೋಟೆ ತಾಲೂಕಿನ ಅಣ್ಣೂರು ಗ್ರಾಮದಲ್ಲಿ ಅಂಬೇಡ್ಕರ್ ನೌಕರರ ಸಮಿತಿ ವತಿಯಿಂದ ಆಯೋಜಿಸಿದ್ದ ಕಾರ್ಯಕ್ರಮದಲ್ಲಿ ಗಣ್ಯರು ಭಾಗವಹಿಸಿದ್ದರು. xyxy=(57,1265,274,1282)
cinema-movie: on line ಮದುವೆ off line ಕೊಲೆ (ಕ) xyxy=(662,375,758,384)
black-dot xyxy=(891,1378,898,1385)
issue-date: ಗುರುವಾರ 11 ಜನವರಿ 2024 xyxy=(715,54,861,70)
page-number: 11 xyxy=(75,51,100,76)
story1-kicker: ಬಣ್ಣಾರಿ ಸಕ್ಕರೆ ಕಾರ್ಖಾನೆ ಮುಂದೆ xyxy=(62,82,293,107)
screen-row xyxy=(660,581,884,593)
magenta-dot xyxy=(63,1378,70,1385)
drc-screens xyxy=(660,434,884,518)
story6-photo-2 xyxy=(57,1142,289,1262)
inox-logo-text: INOX xyxy=(675,532,730,558)
story6-photo xyxy=(296,988,546,1072)
story4-body-continued: ಟಿ.ನರಸೀಪುರ, ಜ.10– ತಾಲೂಕಿನ ಹಲವಾರ ಗ್ರಾಮದ ಹಾಲು ಉತ್ಪಾದಕರ ಸಹಕಾರ ಸಂಘದ ಅಧ್ಯಕ್ಷ-ಉಪಾಧ್ಯಕ್ಷ ಸ್ಥಾನ ಜೆಡಿಎಸ್ ಬೆಂಬಲಿತ ಪಾಲಾಗಿದೆ. ಚುನಾವಣಾ ಅಧಿಕಾರಿ ಅಧ್ಯಕ್ಷ ಸ್ಥಾನಕ್ಕೆ ಒಂದು ನಾಮಪತ್ರ ಸಲ್ಲಿಕೆಯಾದ ಹಿನ್ನೆಲೆಯಲ್ಲಿ ಅವಿರೋಧ ಆಯ್ಕೆ ಘೋಷಿಸಿದರು. ಬೆಂಬಲಿತ ಅಭ್ಯರ್ಥಿಗಳಾದ ಮಹದೇವಸ್ವಾಮಿ ಹಾಗೂ ನಾಗರಾಜು ತಲಾ 8 ಮತಗಳನ್ನು ಪಡೆದರು. ಅರವಿಂದ್, ಹಲವಾರ ಸಿದ್ದೇಶ್, ಗುರುಸ್ವಾಮಿ, ಲೋಕೇಶ್ ಮತ್ತಿತರರು ಅಭಿನಂದಿಸಿದರು. xyxy=(415,765,650,810)
drc-logo-text: DRC xyxy=(678,398,727,423)
cinema-movie: ಸಲಾರ್ (ಹಿಂ) xyxy=(662,186,695,195)
divider xyxy=(57,331,653,332)
pvr-logo-text: PVR xyxy=(680,786,731,813)
drc-logo-sub: CINEMAS xyxy=(681,424,724,430)
story3-body: ಟಿ.ನರಸೀಪುರ, ಜ.10– ಆರ್ಥಿಕವಾಗಿ ಸಮಾಜದಲ್ಲಿ ಹಿಂದುಳಿದಿರುವ ಸವಿತಾ ಸಮಾಜ ರಾಜಕೀಯ ಸ್ಥಾನಮಾನದಿಂದ ವಂಚಿತವಾಗಿದೆ ಎಂದು ಸವಿತಾ ಸಮಾಜದ ಮೈಸೂರು ಜಿಲ್ಲಾಧ್ಯಕ್ಷ ಎನ್.ಆರ್.ನಾಗೇಶ್ ವಿಷಾದ ವ್ಯಕ್ತಪಡಿಸಿದರು. ಪಟ್ಟಣದ ಆರ್ಯ ವೈಶ್ಯ ಕಲ್ಯಾಣ ಮಂಟಪದಲ್ಲಿ ತಾಲೂಕು ಸವಿತಾ ಸಮಾಜದ ವತಿಯಿಂದ ನಡೆದ ಪದಾಧಿಕಾರಿಗಳ ಆಯ್ಕೆ ಹಾಗೂ ಅಭಿನಂದನಾ ಸಮಾರಂಭದಲ್ಲಿ ಮಾತನಾಡಿದ ಅವರು, ಸಮಾಜದ ಏಳಿಗೆಗಾಗಿ ಎಲ್ಲರೂ ಒಗ್ಗಟ್ಟಾಗಿ ಶ್ರಮಿಸಬೇಕಿದೆ. ಸಮಾಜದಲ್ಲಿ ಶಿಕ್ಷಣಕ್ಕೆ ಹೆಚ್ಚಿನ ಆದ್ಯತೆ ನೀಡಬೇಕು. ರಾಜಕೀಯ ಪಕ್ಷಗಳು ಸಮಾಜಕ್ಕೆ ಪ್ರಾತಿನಿಧ್ಯ ನೀಡಬೇಕು ಎಂದರು. xyxy=(177,519,527,555)
magenta-dot xyxy=(869,1378,876,1385)
cyan-dot xyxy=(858,1378,865,1385)
screen-row xyxy=(660,593,884,605)
mvc-phone: ದೂ : 0821–2973519 xyxy=(767,661,862,671)
inox-logo-sub: LIVE THE MOVIE xyxy=(674,558,731,566)
column-divider xyxy=(172,334,173,616)
screen-label: ಸ್ಕ್ರೀನ್ 1 xyxy=(663,437,682,444)
story6-body-continued: ಹುಣಸೂರು, ಜ.10– ತಾಲೂಕಿನ ಗಾವಡಗೆರೆ ಹೋಬಳಿ, ಕಟ್ಟೆಮಳಲವಾಡಿ ಗ್ರಾಮದ ಸ್ಮಶಾನ ಅಭಿವೃದ್ಧಿಪಡಿಸಲು ಕ್ರಿಯಾಯೋಜನೆ ಸಿದ್ಧಪಡಿಸುವಂತೆ ಶಾಸಕ ಜಿ.ಡಿ.ಹರೀಶ್‌ಗೌಡ ಸೂಚಿಸಿದರು. ಗ್ರಾಮದ ಸ್ಮಶಾನಕ್ಕೆ ಭೇಟಿ ನೀಡಿ ಪರಿಶೀಲಿಸಿದ ಅವರು, ಇತ್ತೀಚೆಗೆ ಮಳೆ ಹೆಚ್ಚಾಗಿ ಹೊಳೆಯಿಂದ ನೀರು ಹರಿದು ಬಂದು ಸ್ಮಶಾನದಲ್ಲಿ ನಿಂತು ತೊಂದರೆ ಉಂಟಾಗಿದೆ. ತಾಲೂಕು ಪಂಚಾಯಿತಿ ಇಂಜಿನಿಯರ್ ಅವರು ಕ್ರಿಯಾಯೋಜನೆ ತಯಾರಿಸಿ ಕಳುಹಿಸಬೇಕು ಎಂದು ಸೂಚಿಸಿದರು. ಈ ವೇಳೆ ಗ್ರಾ.ಪಂ. ಅಧ್ಯಕ್ಷರು, ಪಿಡಿಒ, ತಾಲೂಕು ಪಂಚಾಯಿತಿ ಅಧಿಕಾರಿಗಳು ಹಾಜರಿದ್ದರು. xyxy=(296,1077,546,1122)
